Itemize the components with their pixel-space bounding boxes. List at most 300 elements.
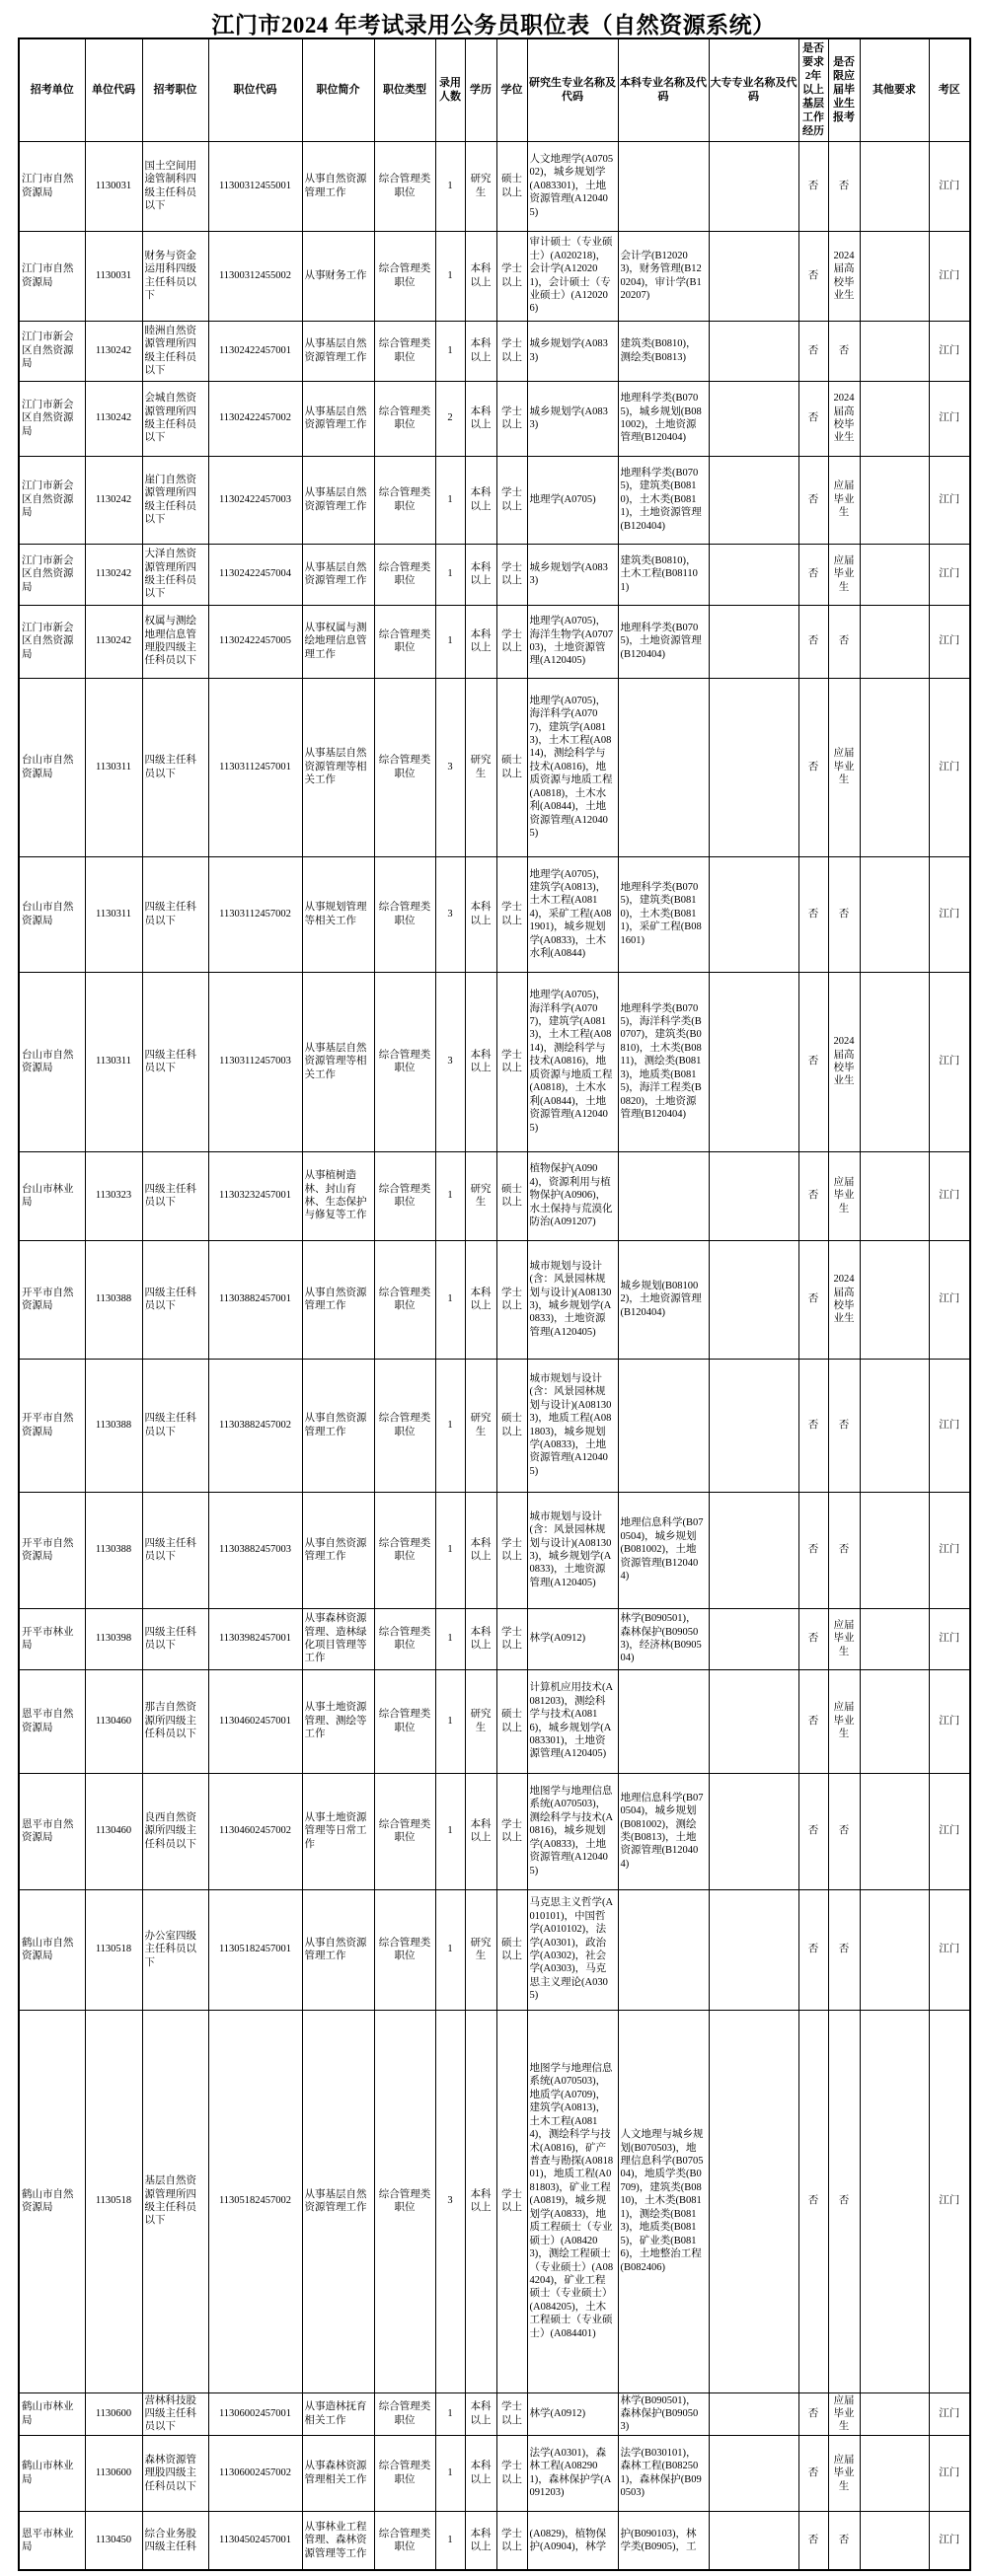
cell-college_majors — [709, 1889, 798, 2010]
cell-fresh_graduate: 应届毕业生 — [828, 1608, 860, 1669]
cell-other — [860, 972, 929, 1151]
cell-undergraduate_majors: 城乡规划(B081002)，土地资源管理(B120404) — [618, 1240, 709, 1359]
column-header-intro: 职位简介 — [302, 38, 374, 141]
cell-region: 江门 — [929, 2435, 970, 2511]
cell-undergraduate_majors — [618, 678, 709, 856]
cell-intro: 从事基层自然资源管理工作 — [302, 544, 374, 605]
table-body — [19, 141, 970, 2570]
cell-position: 权属与测绘地理信息管理股四级主任科员以下 — [142, 605, 208, 678]
cell-college_majors — [709, 2511, 798, 2570]
table-row — [19, 381, 970, 456]
cell-grassroots_2yr: 否 — [798, 544, 828, 605]
cell-fresh_graduate: 应届毕业生 — [828, 1151, 860, 1240]
cell-region: 江门 — [929, 141, 970, 231]
cell-type: 综合管理类职位 — [374, 1773, 435, 1889]
cell-unit: 江门市新会区自然资源局 — [19, 456, 85, 544]
cell-graduate_majors: 地理学(A0705)，海洋科学(A0707)，建筑学(A0813)，土木工程(A0814)，测绘科学与技术(A0816)，地质资源与地质工程(A0818)，土木水利(A0844)，土地资源管理(A120405) — [527, 972, 618, 1151]
cell-other — [860, 321, 929, 381]
cell-other — [860, 1151, 929, 1240]
cell-college_majors — [709, 381, 798, 456]
table-row — [19, 231, 970, 321]
cell-undergraduate_majors: 地理信息科学(B070504)，城乡规划(B081002)，土地资源管理(B120404) — [618, 1492, 709, 1608]
cell-unit: 鹤山市林业局 — [19, 2392, 85, 2435]
cell-region: 江门 — [929, 678, 970, 856]
cell-type: 综合管理类职位 — [374, 141, 435, 231]
cell-position_code: 11303112457001 — [208, 678, 302, 856]
cell-undergraduate_majors — [618, 1151, 709, 1240]
cell-region: 江门 — [929, 1889, 970, 2010]
cell-education: 本科以上 — [465, 321, 496, 381]
cell-education: 本科以上 — [465, 231, 496, 321]
cell-graduate_majors: 城市规划与设计(含：风景园林规划与设计)(A081303)，地质工程(A081803)，城乡规划学(A0833)，土地资源管理(A120405) — [527, 1359, 618, 1492]
table-row — [19, 2010, 970, 2392]
cell-other — [860, 2010, 929, 2392]
table-header — [19, 38, 970, 141]
cell-unit: 台山市自然资源局 — [19, 856, 85, 972]
cell-fresh_graduate: 应届毕业生 — [828, 544, 860, 605]
cell-college_majors — [709, 544, 798, 605]
cell-region: 江门 — [929, 456, 970, 544]
cell-college_majors — [709, 678, 798, 856]
cell-degree: 学士以上 — [496, 856, 527, 972]
cell-unit_code: 1130388 — [85, 1492, 142, 1608]
cell-college_majors — [709, 1669, 798, 1773]
cell-type: 综合管理类职位 — [374, 2435, 435, 2511]
cell-grassroots_2yr: 否 — [798, 2511, 828, 2570]
cell-position_code: 11300312455002 — [208, 231, 302, 321]
cell-fresh_graduate: 2024届高校毕业生 — [828, 231, 860, 321]
cell-position_code: 11303112457003 — [208, 972, 302, 1151]
cell-fresh_graduate: 应届毕业生 — [828, 456, 860, 544]
cell-count: 1 — [435, 1151, 465, 1240]
cell-fresh_graduate: 应届毕业生 — [828, 678, 860, 856]
cell-grassroots_2yr: 否 — [798, 2435, 828, 2511]
cell-type: 综合管理类职位 — [374, 1608, 435, 1669]
cell-position_code: 11302422457002 — [208, 381, 302, 456]
cell-college_majors — [709, 141, 798, 231]
cell-fresh_graduate: 否 — [828, 2511, 860, 2570]
cell-undergraduate_majors — [618, 1669, 709, 1773]
cell-region: 江门 — [929, 544, 970, 605]
cell-unit_code: 1130031 — [85, 231, 142, 321]
cell-intro: 从事造林抚育相关工作 — [302, 2392, 374, 2435]
cell-unit: 台山市自然资源局 — [19, 678, 85, 856]
cell-degree: 学士以上 — [496, 2010, 527, 2392]
column-header-unit: 招考单位 — [19, 38, 85, 141]
cell-undergraduate_majors: 林学(B090501)，森林保护(B090503)，经济林(B090504) — [618, 1608, 709, 1669]
cell-count: 1 — [435, 2511, 465, 2570]
column-header-unit_code: 单位代码 — [85, 38, 142, 141]
cell-fresh_graduate: 否 — [828, 141, 860, 231]
cell-position: 基层自然资源管理所四级主任科员以下 — [142, 2010, 208, 2392]
cell-count: 3 — [435, 972, 465, 1151]
column-header-education: 学历 — [465, 38, 496, 141]
cell-grassroots_2yr: 否 — [798, 1773, 828, 1889]
cell-position_code: 11304602457002 — [208, 1773, 302, 1889]
cell-undergraduate_majors: 人文地理与城乡规划(B070503)，地理信息科学(B070504)，地质学类(B0709)，建筑类(B0810)，土木类(B0811)，测绘类(B0813)，地质类(B0815)，矿业类(B0816)，土地整治工程(B082406) — [618, 2010, 709, 2392]
cell-college_majors — [709, 1240, 798, 1359]
cell-other — [860, 2392, 929, 2435]
cell-unit_code: 1130388 — [85, 1240, 142, 1359]
cell-education: 本科以上 — [465, 544, 496, 605]
cell-education: 研究生 — [465, 1359, 496, 1492]
cell-other — [860, 1889, 929, 2010]
cell-region: 江门 — [929, 856, 970, 972]
cell-fresh_graduate: 2024届高校毕业生 — [828, 1240, 860, 1359]
cell-graduate_majors: 地图学与地理信息系统(A070503)，测绘科学与技术(A0816)，城乡规划学(A0833)，土地资源管理(A120405) — [527, 1773, 618, 1889]
cell-intro: 从事自然资源管理工作 — [302, 141, 374, 231]
cell-grassroots_2yr: 否 — [798, 1151, 828, 1240]
cell-intro: 从事植树造林、封山育林、生态保护与修复等工作 — [302, 1151, 374, 1240]
cell-undergraduate_majors: 地理科学类(B0705)，土地资源管理(B120404) — [618, 605, 709, 678]
cell-region: 江门 — [929, 2511, 970, 2570]
cell-region: 江门 — [929, 1151, 970, 1240]
cell-grassroots_2yr: 否 — [798, 605, 828, 678]
table-row — [19, 321, 970, 381]
cell-unit: 江门市自然资源局 — [19, 231, 85, 321]
cell-degree: 硕士以上 — [496, 1669, 527, 1773]
cell-intro: 从事森林资源管理相关工作 — [302, 2435, 374, 2511]
cell-position_code: 11303882457001 — [208, 1240, 302, 1359]
cell-type: 综合管理类职位 — [374, 972, 435, 1151]
cell-unit_code: 1130311 — [85, 678, 142, 856]
cell-other — [860, 605, 929, 678]
cell-education: 研究生 — [465, 141, 496, 231]
table-row — [19, 2435, 970, 2511]
cell-undergraduate_majors: 地理科学类(B0705)，海洋科学类(B0707)，建筑类(B0810)，土木类(B0811)，测绘类(B0813)，地质类(B0815)，海洋工程类(B0820)，土地资源管理(B120404) — [618, 972, 709, 1151]
cell-undergraduate_majors: 建筑类(B0810)，测绘类(B0813) — [618, 321, 709, 381]
cell-degree: 学士以上 — [496, 321, 527, 381]
positions-table — [18, 37, 971, 2571]
cell-intro: 从事自然资源管理工作 — [302, 1359, 374, 1492]
cell-unit: 恩平市自然资源局 — [19, 1669, 85, 1773]
cell-undergraduate_majors — [618, 141, 709, 231]
cell-count: 1 — [435, 2435, 465, 2511]
cell-college_majors — [709, 1492, 798, 1608]
cell-unit: 江门市新会区自然资源局 — [19, 544, 85, 605]
cell-count: 1 — [435, 1889, 465, 2010]
cell-college_majors — [709, 605, 798, 678]
cell-fresh_graduate: 否 — [828, 321, 860, 381]
cell-unit_code: 1130242 — [85, 456, 142, 544]
cell-college_majors — [709, 321, 798, 381]
cell-unit_code: 1130311 — [85, 972, 142, 1151]
cell-type: 综合管理类职位 — [374, 231, 435, 321]
cell-other — [860, 2435, 929, 2511]
cell-position_code: 11305182457001 — [208, 1889, 302, 2010]
cell-grassroots_2yr: 否 — [798, 2010, 828, 2392]
cell-intro: 从事财务工作 — [302, 231, 374, 321]
cell-position: 大泽自然资源管理所四级主任科员以下 — [142, 544, 208, 605]
cell-position: 崖门自然资源管理所四级主任科员以下 — [142, 456, 208, 544]
cell-type: 综合管理类职位 — [374, 856, 435, 972]
table-row — [19, 456, 970, 544]
cell-unit: 恩平市林业局 — [19, 2511, 85, 2570]
cell-unit: 鹤山市林业局 — [19, 2435, 85, 2511]
cell-grassroots_2yr: 否 — [798, 381, 828, 456]
cell-degree: 学士以上 — [496, 2392, 527, 2435]
cell-education: 本科以上 — [465, 856, 496, 972]
cell-grassroots_2yr: 否 — [798, 1492, 828, 1608]
cell-fresh_graduate: 否 — [828, 1492, 860, 1608]
cell-education: 本科以上 — [465, 972, 496, 1151]
cell-position_code: 11302422457003 — [208, 456, 302, 544]
cell-graduate_majors: 人文地理学(A070502)，城乡规划学(A083301)，土地资源管理(A120405) — [527, 141, 618, 231]
table-row — [19, 972, 970, 1151]
cell-position_code: 11303232457001 — [208, 1151, 302, 1240]
cell-graduate_majors: 植物保护(A0904)，资源利用与植物保护(A0906)，水土保持与荒漠化防治(A091207) — [527, 1151, 618, 1240]
cell-count: 1 — [435, 1492, 465, 1608]
table-row — [19, 2392, 970, 2435]
cell-position_code: 11306002457002 — [208, 2435, 302, 2511]
cell-position: 营林科技股四级主任科员以下 — [142, 2392, 208, 2435]
cell-graduate_majors: 地理学(A0705)，海洋科学(A0707)，建筑学(A0813)，土木工程(A0814)，测绘科学与技术(A0816)，地质资源与地质工程(A0818)，土木水利(A0844)，土地资源管理(A120405) — [527, 678, 618, 856]
cell-unit_code: 1130600 — [85, 2392, 142, 2435]
cell-type: 综合管理类职位 — [374, 605, 435, 678]
cell-education: 研究生 — [465, 678, 496, 856]
cell-count: 1 — [435, 544, 465, 605]
cell-unit_code: 1130242 — [85, 544, 142, 605]
column-header-region: 考区 — [929, 38, 970, 141]
cell-graduate_majors: 城乡规划学(A0833) — [527, 321, 618, 381]
cell-degree: 硕士以上 — [496, 678, 527, 856]
cell-degree: 硕士以上 — [496, 1359, 527, 1492]
cell-unit: 鹤山市自然资源局 — [19, 1889, 85, 2010]
cell-undergraduate_majors: 护(B090103)，林学类(B0905)，工 — [618, 2511, 709, 2570]
cell-undergraduate_majors: 地理科学类(B0705)，建筑类(B0810)，土木类(B0811)，采矿工程(B081601) — [618, 856, 709, 972]
cell-type: 综合管理类职位 — [374, 1669, 435, 1773]
cell-position: 国土空间用途管制科四级主任科员以下 — [142, 141, 208, 231]
cell-fresh_graduate: 应届毕业生 — [828, 1669, 860, 1773]
cell-position: 四级主任科员以下 — [142, 1492, 208, 1608]
cell-unit_code: 1130398 — [85, 1608, 142, 1669]
cell-type: 综合管理类职位 — [374, 1359, 435, 1492]
cell-unit_code: 1130242 — [85, 321, 142, 381]
cell-education: 本科以上 — [465, 2435, 496, 2511]
cell-unit: 江门市新会区自然资源局 — [19, 605, 85, 678]
cell-other — [860, 381, 929, 456]
cell-type: 综合管理类职位 — [374, 456, 435, 544]
column-header-fresh_graduate: 是否限应届毕业生报考 — [828, 38, 860, 141]
cell-unit_code: 1130323 — [85, 1151, 142, 1240]
cell-intro: 从事规划管理等相关工作 — [302, 856, 374, 972]
cell-type: 综合管理类职位 — [374, 2392, 435, 2435]
cell-position: 四级主任科员以下 — [142, 1240, 208, 1359]
cell-unit: 开平市林业局 — [19, 1608, 85, 1669]
cell-degree: 学士以上 — [496, 544, 527, 605]
cell-degree: 硕士以上 — [496, 1151, 527, 1240]
cell-fresh_graduate: 否 — [828, 1359, 860, 1492]
cell-position: 综合业务股四级主任科 — [142, 2511, 208, 2570]
cell-other — [860, 1492, 929, 1608]
cell-unit_code: 1130518 — [85, 1889, 142, 2010]
cell-graduate_majors: 地理学(A0705)，海洋生物学(A070703)，土地资源管理(A120405) — [527, 605, 618, 678]
column-header-type: 职位类型 — [374, 38, 435, 141]
cell-count: 1 — [435, 2392, 465, 2435]
table-row — [19, 1240, 970, 1359]
cell-fresh_graduate: 应届毕业生 — [828, 2435, 860, 2511]
cell-grassroots_2yr: 否 — [798, 321, 828, 381]
cell-other — [860, 1773, 929, 1889]
column-header-undergraduate_majors: 本科专业名称及代码 — [618, 38, 709, 141]
cell-unit_code: 1130450 — [85, 2511, 142, 2570]
cell-count: 1 — [435, 1240, 465, 1359]
cell-region: 江门 — [929, 2010, 970, 2392]
cell-education: 本科以上 — [465, 456, 496, 544]
cell-grassroots_2yr: 否 — [798, 856, 828, 972]
cell-unit_code: 1130242 — [85, 605, 142, 678]
cell-college_majors — [709, 456, 798, 544]
cell-graduate_majors: 城乡规划学(A0833) — [527, 381, 618, 456]
cell-degree: 学士以上 — [496, 1492, 527, 1608]
cell-count: 3 — [435, 856, 465, 972]
cell-intro: 从事林业工程管理、森林资源管理等工作 — [302, 2511, 374, 2570]
cell-graduate_majors: 林学(A0912) — [527, 1608, 618, 1669]
cell-education: 本科以上 — [465, 2392, 496, 2435]
cell-education: 本科以上 — [465, 1773, 496, 1889]
cell-grassroots_2yr: 否 — [798, 456, 828, 544]
cell-intro: 从事自然资源管理工作 — [302, 1492, 374, 1608]
cell-education: 本科以上 — [465, 1240, 496, 1359]
cell-grassroots_2yr: 否 — [798, 231, 828, 321]
cell-unit: 开平市自然资源局 — [19, 1240, 85, 1359]
cell-type: 综合管理类职位 — [374, 678, 435, 856]
cell-count: 1 — [435, 1608, 465, 1669]
column-header-other: 其他要求 — [860, 38, 929, 141]
column-header-count: 录用人数 — [435, 38, 465, 141]
cell-region: 江门 — [929, 972, 970, 1151]
cell-count: 1 — [435, 231, 465, 321]
cell-undergraduate_majors: 林学(B090501)，森林保护(B090503) — [618, 2392, 709, 2435]
cell-position: 会城自然资源管理所四级主任科员以下 — [142, 381, 208, 456]
cell-unit: 江门市自然资源局 — [19, 141, 85, 231]
cell-count: 1 — [435, 1669, 465, 1773]
cell-intro: 从事基层自然资源管理工作 — [302, 321, 374, 381]
cell-position_code: 11300312455001 — [208, 141, 302, 231]
cell-college_majors — [709, 1151, 798, 1240]
cell-undergraduate_majors: 建筑类(B0810)，土木工程(B081101) — [618, 544, 709, 605]
cell-fresh_graduate: 否 — [828, 2010, 860, 2392]
cell-position: 四级主任科员以下 — [142, 856, 208, 972]
cell-unit_code: 1130460 — [85, 1773, 142, 1889]
cell-degree: 学士以上 — [496, 605, 527, 678]
table-row — [19, 1608, 970, 1669]
cell-region: 江门 — [929, 1608, 970, 1669]
cell-degree: 学士以上 — [496, 1773, 527, 1889]
cell-position: 森林资源管理股四级主任科员以下 — [142, 2435, 208, 2511]
cell-position_code: 11302422457005 — [208, 605, 302, 678]
cell-degree: 学士以上 — [496, 1240, 527, 1359]
page-title: 江门市2024 年考试录用公务员职位表（自然资源系统） — [211, 13, 776, 37]
cell-fresh_graduate: 否 — [828, 1889, 860, 2010]
column-header-graduate_majors: 研究生专业名称及代码 — [527, 38, 618, 141]
table-row — [19, 678, 970, 856]
column-header-position: 招考职位 — [142, 38, 208, 141]
cell-college_majors — [709, 1359, 798, 1492]
cell-count: 3 — [435, 2010, 465, 2392]
cell-graduate_majors: 城乡规划学(A0833) — [527, 544, 618, 605]
cell-graduate_majors: 计算机应用技术(A081203)，测绘科学与技术(A0816)，城乡规划学(A083301)，土地资源管理(A120405) — [527, 1669, 618, 1773]
cell-region: 江门 — [929, 231, 970, 321]
cell-position: 四级主任科员以下 — [142, 972, 208, 1151]
cell-college_majors — [709, 972, 798, 1151]
cell-position: 四级主任科员以下 — [142, 1359, 208, 1492]
table-row — [19, 1889, 970, 2010]
cell-other — [860, 1608, 929, 1669]
cell-intro: 从事土地资源管理等日常工作 — [302, 1773, 374, 1889]
cell-count: 3 — [435, 678, 465, 856]
cell-college_majors — [709, 2435, 798, 2511]
cell-graduate_majors: 地图学与地理信息系统(A070503)，地质学(A0709)，建筑学(A0813)，土木工程(A0814)，测绘科学与技术(A0816)，矿产普查与勘探(A081801)，地质工程(A081803)，矿业工程(A0819)，城乡规划学(A0833)，地质工程硕士（专业硕士）(A084203)，测绘工程硕士（专业硕士）(A084204)，矿业工程硕士（专业硕士）(A084205)，土木工程硕士（专业硕士）(A084401) — [527, 2010, 618, 2392]
cell-position_code: 11303882457002 — [208, 1359, 302, 1492]
table-row — [19, 1669, 970, 1773]
cell-grassroots_2yr: 否 — [798, 1889, 828, 2010]
cell-unit: 恩平市自然资源局 — [19, 1773, 85, 1889]
column-header-grassroots_2yr: 是否要求2年以上基层工作经历 — [798, 38, 828, 141]
cell-grassroots_2yr: 否 — [798, 2392, 828, 2435]
cell-position_code: 11303882457003 — [208, 1492, 302, 1608]
cell-degree: 硕士以上 — [496, 141, 527, 231]
cell-other — [860, 1669, 929, 1773]
cell-grassroots_2yr: 否 — [798, 141, 828, 231]
cell-unit: 江门市新会区自然资源局 — [19, 321, 85, 381]
cell-other — [860, 856, 929, 972]
cell-degree: 学士以上 — [496, 972, 527, 1151]
cell-grassroots_2yr: 否 — [798, 678, 828, 856]
table-row — [19, 1359, 970, 1492]
cell-education: 本科以上 — [465, 1492, 496, 1608]
cell-region: 江门 — [929, 2392, 970, 2435]
cell-position: 四级主任科员以下 — [142, 1608, 208, 1669]
cell-college_majors — [709, 1608, 798, 1669]
cell-grassroots_2yr: 否 — [798, 1240, 828, 1359]
cell-graduate_majors: 地理学(A0705)，建筑学(A0813)，土木工程(A0814)，采矿工程(A081901)，城乡规划学(A0833)，土木水利(A0844) — [527, 856, 618, 972]
cell-intro: 从事基层自然资源管理工作 — [302, 456, 374, 544]
cell-count: 1 — [435, 141, 465, 231]
cell-region: 江门 — [929, 1669, 970, 1773]
cell-count: 1 — [435, 1773, 465, 1889]
cell-graduate_majors: 马克思主义哲学(A010101)，中国哲学(A010102)，法学(A0301)，政治学(A0302)，社会学(A0303)，马克思主义理论(A0305) — [527, 1889, 618, 2010]
cell-position: 办公室四级主任科员以下 — [142, 1889, 208, 2010]
cell-education: 本科以上 — [465, 2511, 496, 2570]
cell-fresh_graduate: 2024届高校毕业生 — [828, 972, 860, 1151]
cell-count: 1 — [435, 456, 465, 544]
cell-college_majors — [709, 856, 798, 972]
cell-graduate_majors: 城市规划与设计(含：风景园林规划与设计)(A081303)，城乡规划学(A0833)，土地资源管理(A120405) — [527, 1492, 618, 1608]
cell-unit_code: 1130460 — [85, 1669, 142, 1773]
column-header-position_code: 职位代码 — [208, 38, 302, 141]
cell-count: 1 — [435, 321, 465, 381]
cell-degree: 学士以上 — [496, 2435, 527, 2511]
cell-position_code: 11303982457001 — [208, 1608, 302, 1669]
cell-degree: 硕士以上 — [496, 1889, 527, 2010]
cell-fresh_graduate: 2024届高校毕业生 — [828, 381, 860, 456]
cell-fresh_graduate: 应届毕业生 — [828, 2392, 860, 2435]
cell-other — [860, 231, 929, 321]
cell-region: 江门 — [929, 1359, 970, 1492]
cell-type: 综合管理类职位 — [374, 1889, 435, 2010]
table-row — [19, 856, 970, 972]
cell-intro: 从事基层自然资源管理等相关工作 — [302, 972, 374, 1151]
cell-position: 四级主任科员以下 — [142, 678, 208, 856]
cell-unit: 开平市自然资源局 — [19, 1359, 85, 1492]
table-row — [19, 1492, 970, 1608]
cell-education: 本科以上 — [465, 381, 496, 456]
cell-fresh_graduate: 否 — [828, 605, 860, 678]
cell-region: 江门 — [929, 1492, 970, 1608]
cell-college_majors — [709, 2010, 798, 2392]
cell-education: 研究生 — [465, 1669, 496, 1773]
